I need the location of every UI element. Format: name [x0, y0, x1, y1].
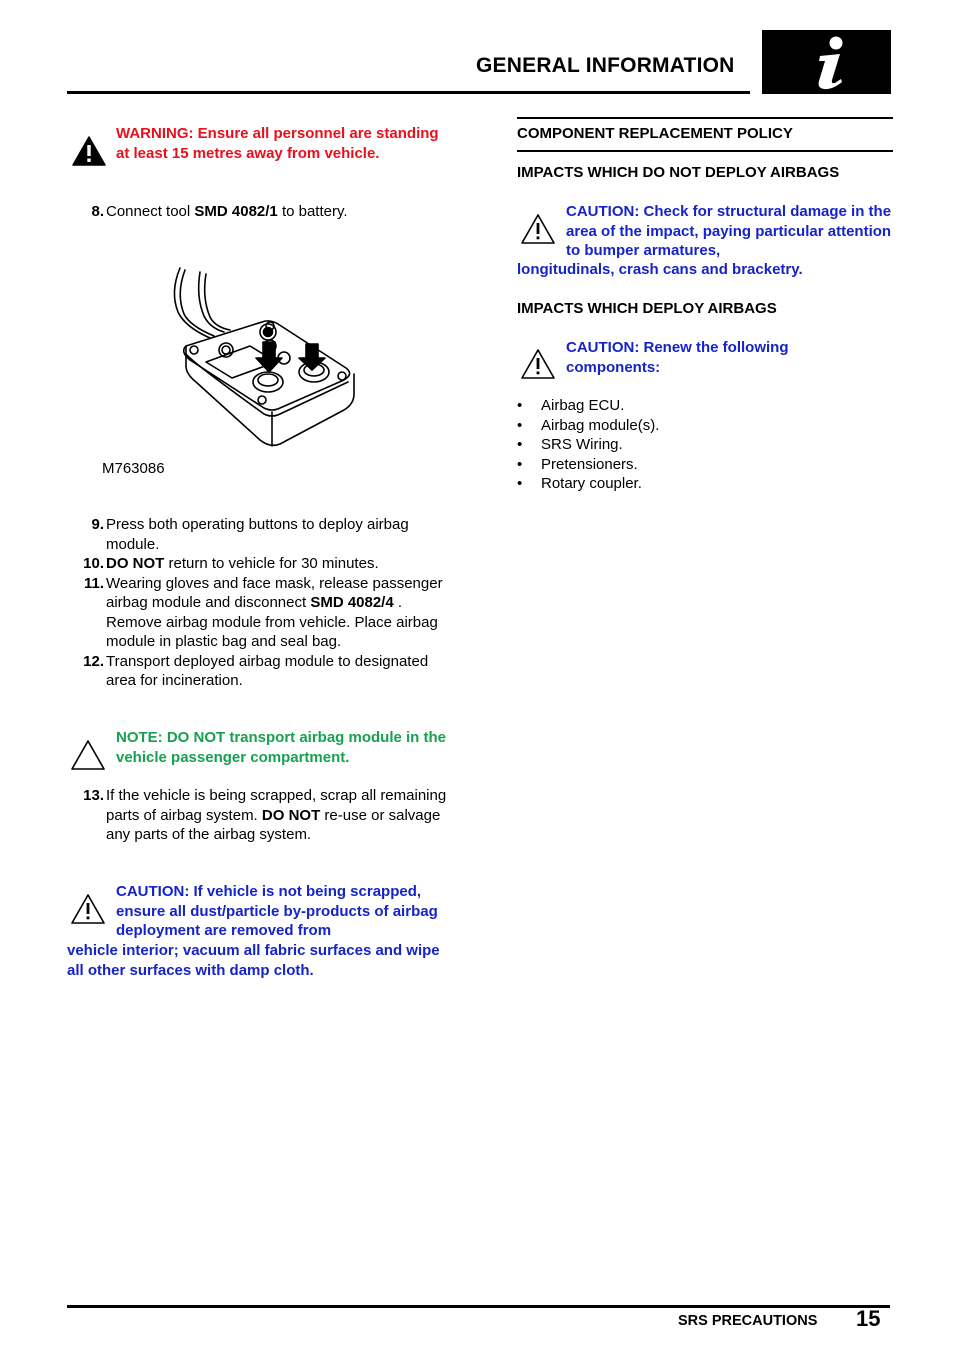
footer-rule	[67, 1305, 890, 1308]
step-number: 8.	[91, 203, 104, 220]
bullet: •	[517, 455, 523, 473]
list-item-text: SRS Wiring.	[541, 436, 623, 453]
page-number: 15	[856, 1306, 881, 1331]
list-item-text: Airbag ECU.	[541, 397, 625, 414]
header-badge	[762, 30, 891, 94]
list-item	[517, 474, 893, 494]
caution-text-tail: longitudinals, crash cans and bracketry.	[517, 261, 803, 278]
step-text: Wearing gloves and face mask, release passenger airbag module and disconnect	[106, 574, 443, 611]
step-number: 9.	[91, 516, 104, 533]
step-text: If the vehicle is being scrapped, scrap all remaining parts of airbag system.	[106, 787, 447, 824]
caution-triangle-icon	[520, 348, 556, 385]
caution-text-lead: CAUTION: Check for structural damage in the area of the impact, paying particular attention to bumper armatures,	[566, 203, 892, 259]
step-number: 11.	[83, 574, 104, 592]
step-10	[67, 554, 447, 574]
emphasis: DO NOT	[261, 806, 321, 824]
step-text: Transport deployed airbag module to designated area for incineration.	[106, 652, 429, 689]
page-header-title: GENERAL INFORMATION	[476, 54, 735, 77]
component-list	[517, 396, 893, 494]
list-item	[517, 416, 893, 436]
emphasis: DO NOT	[106, 555, 165, 572]
caution-text: CAUTION: Renew the following components:	[566, 339, 789, 376]
step-8-post: to battery.	[277, 203, 348, 220]
step-text-tail: re-use or salvage any parts of the airbag system.	[106, 806, 441, 843]
caution-triangle-icon	[70, 893, 106, 930]
subheading-deploy: IMPACTS WHICH DEPLOY AIRBAGS	[517, 300, 777, 317]
caution-text-tail: vehicle interior; vacuum all fabric surfaces and wipe all other surfaces with damp cloth.	[67, 942, 440, 979]
tool-code: SMD 4082/4	[310, 594, 394, 611]
step-text: return to vehicle for 30 minutes.	[164, 555, 379, 572]
step-number: 12.	[83, 652, 104, 670]
note-triangle-icon	[70, 739, 106, 776]
footer-section-label: SRS PRECAUTIONS	[678, 1313, 818, 1329]
list-item-text: Airbag module(s).	[541, 416, 660, 434]
step-9	[67, 515, 447, 554]
step-number: 10.	[83, 555, 104, 572]
info-icon	[762, 30, 891, 94]
step-8-pre: Connect tool	[106, 203, 195, 220]
bullet: •	[517, 416, 523, 434]
list-item	[517, 396, 893, 416]
step-11	[67, 574, 447, 652]
list-item	[517, 435, 893, 455]
step-8-text	[106, 202, 446, 222]
tool-code: SMD 4082/1	[194, 203, 278, 220]
step-number: 13.	[83, 787, 104, 804]
step-13	[67, 786, 447, 845]
bullet: •	[517, 475, 523, 492]
list-item	[517, 455, 893, 475]
warning-triangle-icon	[72, 136, 106, 171]
deployment-tool-illustration	[100, 262, 370, 462]
figure-deployment-tool	[100, 262, 370, 477]
list-item-text: Rotary coupler.	[541, 475, 642, 492]
list-item-text: Pretensioners.	[541, 455, 638, 473]
note-text: NOTE: DO NOT transport airbag module in the vehicle passenger compartment.	[116, 729, 447, 766]
warning-text: WARNING: Ensure all personnel are standing at least 15 metres away from vehicle.	[116, 125, 439, 162]
header-rule	[67, 91, 750, 94]
bullet: •	[517, 436, 523, 453]
caution-text-lead: CAUTION: If vehicle is not being scrapped, ensure all dust/particle by-products of airbag deployment are removed from	[116, 883, 438, 939]
caution-triangle-icon	[520, 213, 556, 250]
section-rule-bottom	[517, 150, 893, 152]
step-text: Press both operating buttons to deploy airbag module.	[106, 516, 409, 553]
section-rule-top	[517, 117, 893, 119]
step-text-tail: . Remove airbag module from vehicle. Place airbag module in plastic bag and seal bag.	[106, 594, 438, 650]
bullet: •	[517, 397, 523, 414]
figure-label: M763086	[102, 460, 165, 477]
subheading-no-deploy: IMPACTS WHICH DO NOT DEPLOY AIRBAGS	[517, 164, 840, 181]
step-12	[67, 652, 447, 691]
section-heading: COMPONENT REPLACEMENT POLICY	[517, 125, 793, 142]
steps-9-12	[67, 515, 447, 691]
